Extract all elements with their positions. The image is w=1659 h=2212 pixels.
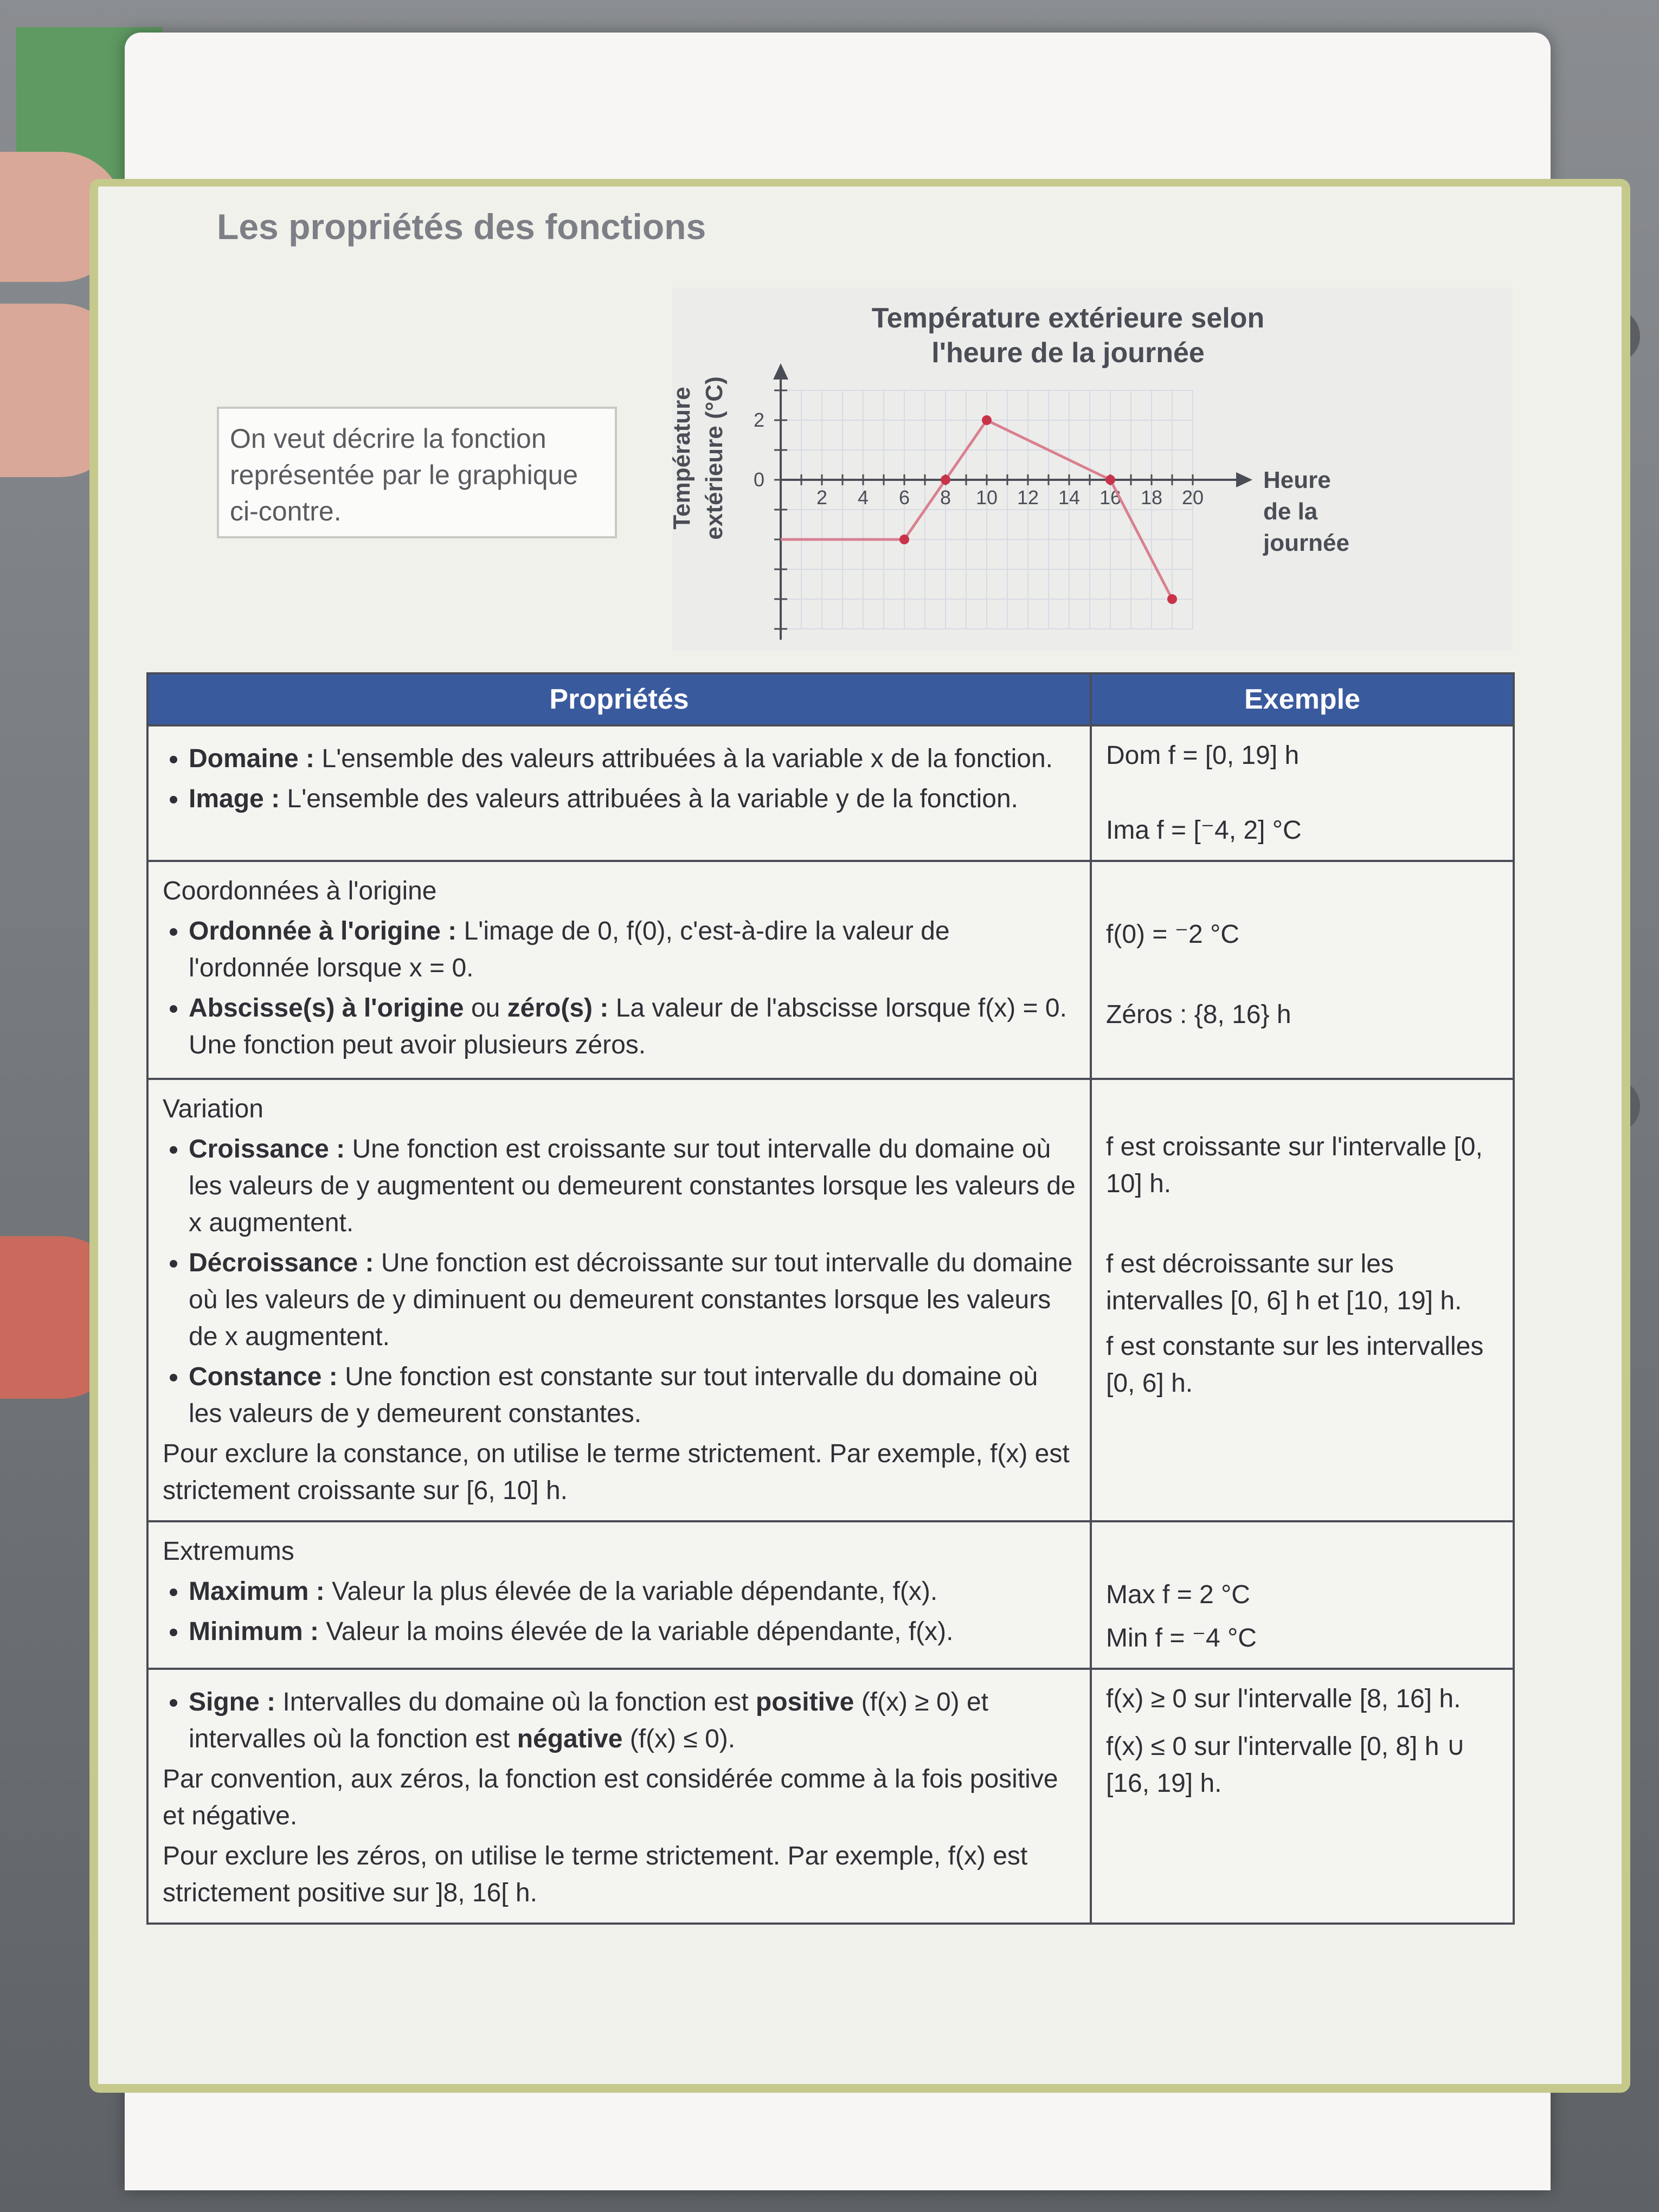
- abscisse-example: Zéros : {8, 16} h: [1106, 1000, 1291, 1029]
- croissance-item: [189, 1131, 1076, 1242]
- intro-box: [217, 407, 617, 538]
- ordonnee-example: f(0) = ⁻2 °C: [1106, 920, 1239, 949]
- domain-item: [189, 741, 1076, 777]
- y-tick-label: 2: [753, 409, 764, 431]
- decroissance-label: Décroissance :: [189, 1249, 374, 1277]
- cell-variation-example: [1091, 1079, 1514, 1521]
- abscisse-label: Abscisse(s) à l'origine: [189, 994, 464, 1023]
- data-point: [899, 535, 909, 544]
- min-item: [189, 1613, 1076, 1650]
- extremums-heading: Extremums: [163, 1537, 294, 1566]
- ordonnee-text: L'image de 0, f(0), c'est-à-dire la valeur de l'ordonnée lorsque x = 0.: [189, 917, 950, 982]
- domain-text: L'ensemble des valeurs attribuées à la variable x de la fonction.: [321, 744, 1053, 773]
- chart-axes: [773, 363, 1252, 640]
- ordonnee-item: [189, 913, 1076, 987]
- signe-example-negative: f(x) ≤ 0 sur l'intervalle [0, 8] h ∪ [16, 19] h.: [1106, 1732, 1465, 1798]
- y-axis-label: Température extérieure (°C): [668, 376, 728, 540]
- constance-label: Constance :: [189, 1362, 338, 1391]
- x-tick-label: 10: [975, 486, 998, 509]
- data-point: [1167, 594, 1177, 604]
- x-tick-label: 6: [898, 486, 910, 509]
- y-axis-arrow: [773, 363, 788, 380]
- x-tick-label: 18: [1140, 486, 1163, 509]
- intro-text: On veut décrire la fonction représentée par le graphique ci-contre.: [230, 423, 578, 526]
- decroissance-example: f est décroissante sur les intervalles [0, 6] h et [10, 19] h.: [1106, 1250, 1462, 1315]
- variation-heading: Variation: [163, 1095, 263, 1123]
- croissance-example: f est croissante sur l'intervalle [0, 10] h.: [1106, 1133, 1483, 1198]
- min-label: Minimum :: [189, 1617, 319, 1646]
- domain-example: Dom f = [0, 19] h: [1106, 741, 1300, 770]
- signe-label: Signe :: [189, 1688, 276, 1716]
- row-signe: [147, 1669, 1514, 1924]
- x-tick-label: 8: [940, 486, 951, 509]
- cell-domain-image: [147, 725, 1091, 861]
- signe-negative: négative: [517, 1725, 623, 1753]
- min-example: Min f = ⁻4 °C: [1106, 1624, 1257, 1652]
- x-tick-label: 2: [816, 486, 828, 509]
- signe-note2: Pour exclure les zéros, on utilise le terme strictement. Par exemple, f(x) est strictement positive sur ]8, 16[ h.: [163, 1842, 1028, 1907]
- chart-grid: [781, 390, 1193, 629]
- signe-example-positive: f(x) ≥ 0 sur l'intervalle [8, 16] h.: [1106, 1684, 1461, 1713]
- image-label: Image :: [189, 785, 280, 813]
- data-point: [1105, 475, 1115, 485]
- cell-extremums-example: [1091, 1521, 1514, 1669]
- cell-domain-image-example: [1091, 725, 1514, 861]
- header-properties: Propriétés: [147, 673, 1091, 725]
- croissance-text: Une fonction est croissante sur tout intervalle du domaine où les valeurs de y augmentent ou demeurent constantes lorsque les valeurs de x augmentent.: [189, 1135, 1076, 1237]
- row-domain-image: [147, 725, 1514, 861]
- image-example: Ima f = [⁻4, 2] °C: [1106, 816, 1302, 845]
- x-axis-label: Heure de la journée: [1263, 467, 1349, 556]
- x-tick-label: 12: [1017, 486, 1039, 509]
- signe-note1: Par convention, aux zéros, la fonction est considérée comme à la fois positive et négative.: [163, 1765, 1058, 1830]
- row-origin: [147, 861, 1514, 1079]
- signe-item: [189, 1684, 1076, 1758]
- image-text: L'ensemble des valeurs attribuées à la variable y de la fonction.: [287, 785, 1019, 813]
- min-text: Valeur la moins élevée de la variable dépendante, f(x).: [326, 1617, 954, 1646]
- constance-example: f est constante sur les intervalles [0, 6] h.: [1106, 1332, 1484, 1398]
- temperature-chart: [668, 347, 1518, 651]
- signe-text3: (f(x) ≤ 0).: [629, 1725, 736, 1753]
- y-tick-label: 0: [753, 468, 764, 491]
- x-axis-arrow: [1236, 472, 1252, 487]
- x-tick-label: 14: [1058, 486, 1081, 509]
- ordonnee-label: Ordonnée à l'origine :: [189, 917, 457, 946]
- cell-variation: [147, 1079, 1091, 1521]
- abscisse-item: [189, 990, 1076, 1064]
- cell-signe-example: [1091, 1669, 1514, 1924]
- variation-note: Pour exclure la constance, on utilise le terme strictement. Par exemple, f(x) est strictement croissante sur [6, 10] h.: [163, 1439, 1070, 1505]
- x-tick-label: 16: [1099, 486, 1122, 509]
- data-point: [982, 415, 992, 425]
- abscisse-or: ou: [471, 994, 500, 1023]
- chart-title: Température extérieure selon l'heure de la journée: [871, 303, 1265, 369]
- max-text: Valeur la plus élevée de la variable dépendante, f(x).: [332, 1577, 938, 1606]
- row-variation: [147, 1079, 1514, 1521]
- signe-text2: (f(x) ≥ 0) et intervalles où la fonction est: [189, 1688, 988, 1753]
- abscisse-label2: zéro(s) :: [507, 994, 609, 1023]
- decroissance-item: [189, 1245, 1076, 1355]
- cell-origin: [147, 861, 1091, 1079]
- data-point: [941, 475, 950, 485]
- image-item: [189, 781, 1076, 818]
- row-extremums: [147, 1521, 1514, 1669]
- table-header: [147, 673, 1514, 725]
- properties-table: [146, 672, 1515, 1925]
- x-tick-label: 4: [857, 486, 869, 509]
- origin-heading: Coordonnées à l'origine: [163, 877, 437, 905]
- cell-origin-example: [1091, 861, 1514, 1079]
- max-example: Max f = 2 °C: [1106, 1580, 1250, 1609]
- max-label: Maximum :: [189, 1577, 325, 1606]
- cell-extremums: [147, 1521, 1091, 1669]
- decroissance-text: Une fonction est décroissante sur tout intervalle du domaine où les valeurs de y diminuent ou demeurent constantes lorsque les valeurs de x augmentent.: [189, 1249, 1073, 1351]
- x-tick-label: 20: [1181, 486, 1204, 509]
- constance-text: Une fonction est constante sur tout intervalle du domaine où les valeurs de y demeurent constantes.: [189, 1362, 1038, 1428]
- abscisse-text: La valeur de l'abscisse lorsque f(x) = 0. Une fonction peut avoir plusieurs zéros.: [189, 994, 1067, 1059]
- cell-signe: [147, 1669, 1091, 1924]
- constance-item: [189, 1359, 1076, 1432]
- max-item: [189, 1573, 1076, 1610]
- domain-label: Domaine :: [189, 744, 315, 773]
- signe-text1: Intervalles du domaine où la fonction est: [282, 1688, 749, 1716]
- header-example: Exemple: [1091, 673, 1514, 725]
- croissance-label: Croissance :: [189, 1135, 345, 1163]
- signe-positive: positive: [755, 1688, 854, 1716]
- frame-title: Les propriétés des fonctions: [217, 207, 706, 247]
